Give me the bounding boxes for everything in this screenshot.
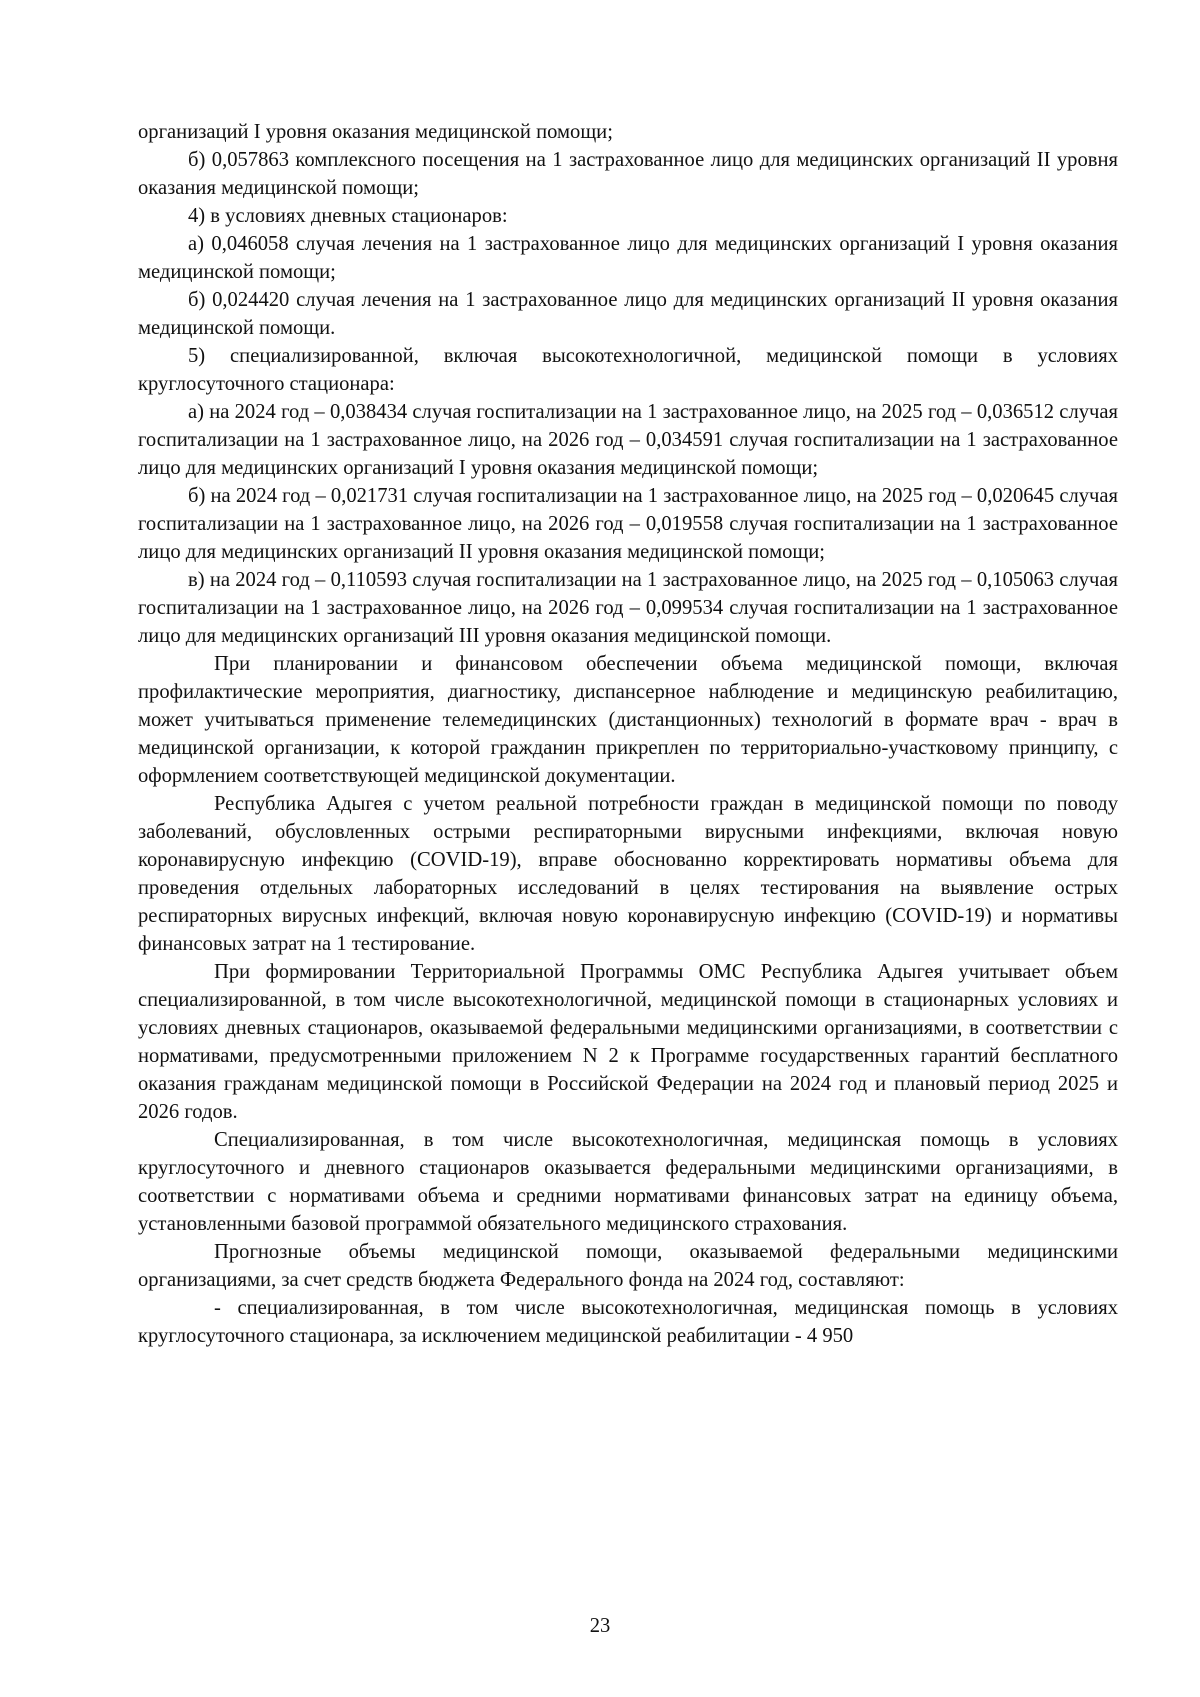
paragraph-3: 4) в условиях дневных стационаров: (188, 205, 508, 227)
paragraph-10: При планировании и финансовом обеспечении объема медицинской помощи, включая профилактические мероприятия, диагностику, диспансерное наблюдение и медицинскую реабилитацию, может учитываться применение телемедицинских (дистанционных) технологий в формате врач - врач в медицинской организации, к которой гражданин прикреплен по территориально-участковому принципу, с оформлением соответствующей медицинской документации. (138, 653, 1118, 787)
document-body (138, 118, 1118, 1350)
paragraph-8: б) на 2024 год – 0,021731 случая госпитализации на 1 застрахованное лицо, на 2025 год – 0,020645 случая госпитализации на 1 застрахованное лицо, на 2026 год – 0,019558 случая госпитализации на 1 застрахованное лицо для медицинских организаций II уровня оказания медицинской помощи; (138, 485, 1118, 563)
paragraph-1: организаций I уровня оказания медицинской помощи; (138, 121, 613, 143)
paragraph-15: - специализированная, в том числе высокотехнологичная, медицинская помощь в условиях круглосуточного стационара, за исключением медицинской реабилитации - 4 950 (138, 1297, 1118, 1347)
paragraph-2: б) 0,057863 комплексного посещения на 1 застрахованное лицо для медицинских организаций II уровня оказания медицинской помощи; (138, 149, 1118, 199)
paragraph-6: 5) специализированной, включая высокотехнологичной, медицинской помощи в условиях круглосуточного стационара: (138, 345, 1118, 395)
paragraph-7: а) на 2024 год – 0,038434 случая госпитализации на 1 застрахованное лицо, на 2025 год – 0,036512 случая госпитализации на 1 застрахованное лицо, на 2026 год – 0,034591 случая госпитализации на 1 застрахованное лицо для медицинских организаций I уровня оказания медицинской помощи; (138, 401, 1118, 479)
paragraph-4: а) 0,046058 случая лечения на 1 застрахованное лицо для медицинских организаций I уровня оказания медицинской помощи; (138, 233, 1118, 283)
paragraph-5: б) 0,024420 случая лечения на 1 застрахованное лицо для медицинских организаций II уровня оказания медицинской помощи. (138, 289, 1118, 339)
paragraph-12: При формировании Территориальной Программы ОМС Республика Адыгея учитывает объем специализированной, в том числе высокотехнологичной, медицинской помощи в стационарных условиях и условиях дневных стационаров, оказываемой федеральными медицинскими организациями, в соответствии с нормативами, предусмотренными приложением N 2 к Программе государственных гарантий бесплатного оказания гражданам медицинской помощи в Российской Федерации на 2024 год и плановый период 2025 и 2026 годов. (138, 961, 1118, 1123)
paragraph-13: Специализированная, в том числе высокотехнологичная, медицинская помощь в условиях круглосуточного и дневного стационаров оказывается федеральными медицинскими организациями, в соответствии с нормативами объема и средними нормативами финансовых затрат на единицу объема, установленными базовой программой обязательного медицинского страхования. (138, 1129, 1118, 1235)
paragraph-11: Республика Адыгея с учетом реальной потребности граждан в медицинской помощи по поводу заболеваний, обусловленных острыми респираторными вирусными инфекциями, включая новую коронавирусную инфекцию (COVID-19), вправе обоснованно корректировать нормативы объема для проведения отдельных лабораторных исследований в целях тестирования на выявление острых респираторных вирусных инфекций, включая новую коронавирусную инфекцию (COVID-19) и нормативы финансовых затрат на 1 тестирование. (138, 793, 1118, 955)
paragraph-14: Прогнозные объемы медицинской помощи, оказываемой федеральными медицинскими организациями, за счет средств бюджета Федерального фонда на 2024 год, составляют: (138, 1241, 1118, 1291)
page-number: 23 (589, 1615, 611, 1637)
paragraph-9: в) на 2024 год – 0,110593 случая госпитализации на 1 застрахованное лицо, на 2025 год – 0,105063 случая госпитализации на 1 застрахованное лицо, на 2026 год – 0,099534 случая госпитализации на 1 застрахованное лицо для медицинских организаций III уровня оказания медицинской помощи. (138, 569, 1118, 647)
